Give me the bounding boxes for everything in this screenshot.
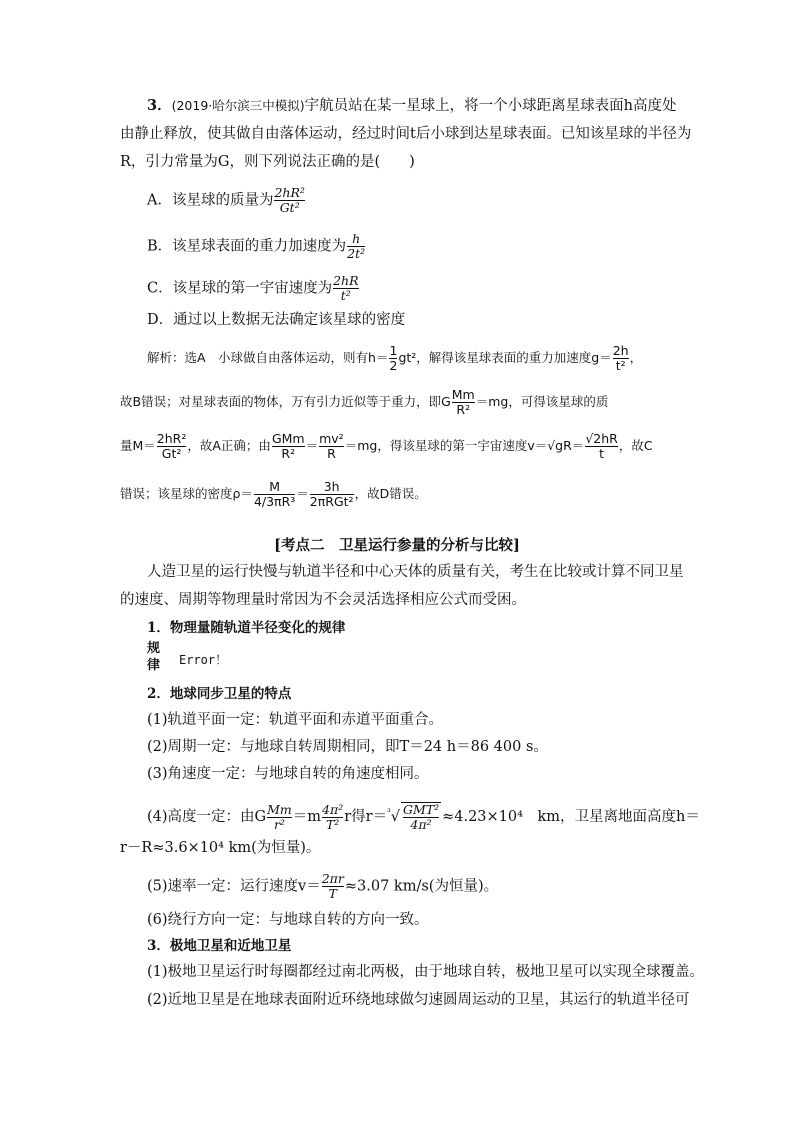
property-6: (6)绕行方向一定：与地球自转的方向一致。 bbox=[147, 912, 429, 928]
analysis-l1-frac-g bbox=[613, 344, 629, 373]
analysis-l4-a: 错误；该星球的密度ρ＝ bbox=[120, 486, 253, 501]
question-stem-line-2: 由静止释放，使其做自由落体运动，经过时间t后小球到达星球表面。已知该星球的半径为 bbox=[120, 126, 692, 142]
property-5-frac bbox=[322, 872, 344, 901]
cube-root-sign: √ bbox=[390, 809, 400, 825]
analysis-l1-half-den: 2 bbox=[389, 358, 398, 373]
analysis-l1-c: ， bbox=[629, 350, 643, 365]
option-a-den: Gt² bbox=[274, 200, 304, 215]
option-c-fraction bbox=[333, 274, 358, 303]
option-c-text: C．该星球的第一宇宙速度为 bbox=[147, 280, 333, 297]
analysis-l4-f2-den: 2πRGt² bbox=[309, 494, 354, 509]
analysis-l2-num: Mm bbox=[451, 387, 475, 402]
property-5 bbox=[147, 872, 498, 901]
analysis-line-2 bbox=[120, 388, 608, 417]
option-b-fraction bbox=[347, 232, 365, 261]
item-1-title: 1．物理量随轨道半径变化的规律 bbox=[147, 620, 346, 636]
analysis-l3-d: ＝mg，得该星球的第一宇宙速度v＝√gR＝ bbox=[344, 438, 585, 453]
section-heading: [考点二 卫星运行参量的分析与比较] bbox=[274, 537, 520, 554]
question-source: (2019·哈尔滨三中模拟) bbox=[171, 98, 305, 113]
property-5-den: T bbox=[322, 886, 344, 901]
question-stem-line-1 bbox=[147, 96, 676, 116]
option-c-num: 2hR bbox=[333, 273, 359, 288]
option-a-text: A．该星球的质量为 bbox=[147, 192, 274, 209]
analysis-l4-f2-num: 3h bbox=[323, 479, 340, 494]
property-4-f3-num: GMT² bbox=[402, 802, 440, 817]
option-b-num: h bbox=[352, 231, 361, 246]
analysis-l4-c: ，故D错误。 bbox=[354, 486, 427, 501]
analysis-line-1 bbox=[147, 344, 642, 373]
property-5-b: ≈3.07 km/s(为恒量)。 bbox=[344, 878, 499, 895]
analysis-l3-frac-2 bbox=[272, 432, 305, 461]
property-4-d: ≈4.23×10⁴ km，卫星离地面高度h＝ bbox=[442, 809, 700, 825]
analysis-l4-frac-2 bbox=[310, 480, 354, 509]
property-4-c: r得r＝ bbox=[344, 809, 388, 825]
property-4-frac-2 bbox=[322, 803, 343, 832]
property-5-a: (5)速率一定：运行速度v＝ bbox=[147, 878, 321, 895]
property-4-f1-den: r² bbox=[267, 817, 292, 832]
option-a bbox=[147, 186, 306, 215]
analysis-l4-b: ＝ bbox=[296, 486, 309, 501]
analysis-l3-f3-den: R bbox=[319, 446, 344, 461]
option-a-num: 2hR² bbox=[274, 185, 305, 200]
analysis-l3-c: ＝ bbox=[305, 438, 319, 453]
analysis-l3-frac-3 bbox=[319, 432, 344, 461]
analysis-l1-g-num: 2h bbox=[612, 343, 629, 358]
property-3: (3)角速度一定：与地球自转的角速度相同。 bbox=[147, 766, 429, 782]
question-number: 3． bbox=[147, 97, 172, 114]
property-4-line-2: r－R≈3.6×10⁴ km(为恒量)。 bbox=[120, 840, 321, 856]
property-4 bbox=[147, 802, 700, 832]
analysis-l4-f1-den: 4/3πR³ bbox=[253, 494, 296, 509]
option-a-fraction bbox=[274, 186, 304, 215]
analysis-l3-f1-den: Gt² bbox=[157, 446, 187, 461]
section-intro-2: 的速度、周期等物理量时常因为不会灵活选择相应公式而受困。 bbox=[120, 592, 526, 608]
property-4-a: (4)高度一定：由G bbox=[147, 809, 267, 825]
option-d: D．通过以上数据无法确定该星球的密度 bbox=[147, 312, 406, 328]
option-b-den: 2t² bbox=[347, 246, 366, 261]
property-4-f2-num: 4π² bbox=[322, 801, 344, 817]
property-4-frac-1 bbox=[267, 803, 292, 832]
property-5-num: 2πr bbox=[321, 871, 344, 886]
cube-root-index: ³ bbox=[387, 808, 391, 819]
analysis-l1-g-den: t² bbox=[613, 358, 629, 373]
analysis-l2-a: 故B错误；对星球表面的物体，万有引力近似等于重力，即G bbox=[120, 394, 451, 409]
property-1: (1)轨道平面一定：轨道平面和赤道平面重合。 bbox=[147, 712, 444, 728]
analysis-l2-den: R² bbox=[452, 402, 475, 417]
question-stem-line-3: R，引力常量为G，则下列说法正确的是( ) bbox=[120, 154, 415, 170]
analysis-l3-a: 量M＝ bbox=[120, 438, 156, 453]
analysis-line-3 bbox=[120, 432, 653, 461]
option-c-den: t² bbox=[333, 288, 358, 303]
analysis-l3-f4-den: t bbox=[585, 446, 618, 461]
item-2-title: 2．地球同步卫星的特点 bbox=[147, 686, 292, 702]
property-4-f3-den: 4π² bbox=[403, 817, 439, 832]
analysis-l1-b: gt²，解得该星球表面的重力加速度g＝ bbox=[398, 350, 612, 365]
property-4-frac-3 bbox=[401, 802, 441, 832]
analysis-l1-half-num: 1 bbox=[389, 343, 398, 358]
analysis-l3-b: ，故A正确；由 bbox=[187, 438, 271, 453]
property-2: (2)周期一定：与地球自转周期相同，即T＝24 h＝86 400 s。 bbox=[147, 739, 548, 755]
property-4-f2-den: T² bbox=[322, 817, 343, 832]
near-earth-satellite-text: (2)近地卫星是在地球表面附近环绕地球做匀速圆周运动的卫星，其运行的轨道半径可 bbox=[147, 992, 690, 1008]
analysis-l4-frac-1 bbox=[254, 480, 295, 509]
option-c bbox=[147, 274, 360, 303]
analysis-line-4 bbox=[120, 480, 427, 509]
analysis-l3-f1-num: 2hR² bbox=[156, 431, 187, 446]
polar-satellite-text: (1)极地卫星运行时每圈都经过南北两极，由于地球自转，极地卫星可以实现全球覆盖。 bbox=[147, 964, 705, 980]
option-b-text: B．该星球表面的重力加速度为 bbox=[147, 238, 347, 255]
analysis-l3-f2-num: GMm bbox=[271, 431, 305, 446]
section-intro-1: 人造卫星的运行快慢与轨道半径和中心天体的质量有关，考生在比较或计算不同卫星 bbox=[147, 564, 684, 580]
analysis-l3-frac-1 bbox=[157, 432, 187, 461]
analysis-l3-f3-num: mv² bbox=[319, 431, 344, 446]
analysis-l3-e: ，故C bbox=[618, 438, 653, 453]
analysis-l3-frac-4 bbox=[585, 432, 618, 461]
analysis-l4-f1-num: M bbox=[269, 479, 280, 494]
question-stem-1: 宇航员站在某一星球上，将一个小球距离星球表面h高度处 bbox=[304, 98, 677, 114]
analysis-l3-f2-den: R² bbox=[272, 446, 305, 461]
analysis-l1-a: 解析：选A 小球做自由落体运动，则有h＝ bbox=[147, 350, 389, 365]
rule-label: 规律 bbox=[147, 641, 161, 673]
property-4-f1-num: Mm bbox=[267, 801, 292, 817]
option-b bbox=[147, 232, 366, 261]
analysis-l2-b: ＝mg，可得该星球的质 bbox=[475, 394, 609, 409]
analysis-l1-frac-half bbox=[389, 344, 397, 373]
analysis-l3-f4-num: √2hR bbox=[585, 431, 618, 446]
error-text: Error！ bbox=[179, 653, 228, 667]
item-3-title: 3．极地卫星和近地卫星 bbox=[147, 938, 292, 954]
analysis-l2-frac bbox=[452, 388, 475, 417]
property-4-b: ＝m bbox=[292, 809, 322, 825]
